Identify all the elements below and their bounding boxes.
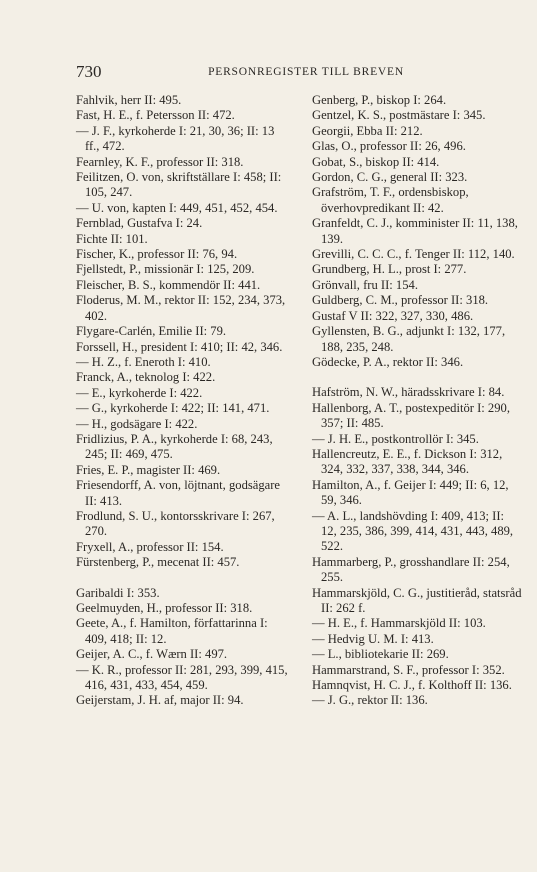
index-entry: Hamilton, A., f. Geijer I: 449; II: 6, 12, 59, 346.: [312, 477, 509, 508]
index-entry: — J. F., kyrkoherde I: 21, 30, 36; II: 13 ff., 472.: [76, 123, 275, 154]
index-entry: Gobat, S., biskop II: 414.: [312, 154, 440, 169]
index-entry: Fast, H. E., f. Petersson II: 472.: [76, 108, 235, 123]
index-entry: Hafström, N. W., häradsskrivare I: 84.: [312, 385, 505, 400]
page-number: 730: [76, 62, 102, 81]
index-entry: Hamnqvist, H. C. J., f. Kolthoff II: 136.: [312, 678, 512, 693]
index-entry: Fernblad, Gustafva I: 24.: [76, 216, 203, 231]
index-entry: Hammarskjöld, C. G., justitieråd, statsråd II: 262 f.: [312, 585, 522, 615]
index-entry: Genberg, P., biskop I: 264.: [312, 93, 447, 107]
index-entry: — J. H. E., postkontrollör I: 345.: [312, 431, 479, 446]
running-title: PERSONREGISTER TILL BREVEN: [208, 66, 404, 78]
index-entry: Gödecke, P. A., rektor II: 346.: [312, 354, 464, 369]
index-entry: Georgii, Ebba II: 212.: [312, 123, 423, 138]
index-entry: Forssell, H., president I: 410; II: 42, 346.: [76, 339, 283, 354]
index-entry: Grafström, T. F., ordensbiskop, överhovpredikant II: 42.: [312, 185, 469, 215]
right-index-column: [312, 93, 522, 709]
index-entry: — A. L., landshövding I: 409, 413; II: 12, 235, 386, 399, 414, 431, 443, 489, 522.: [312, 508, 514, 554]
index-entry: — E., kyrkoherde I: 422.: [76, 385, 203, 400]
index-entry: Frodlund, S. U., kontorsskrivare I: 267, 270.: [76, 508, 275, 539]
index-entry: Fahlvik, herr II: 495.: [76, 93, 182, 107]
index-entry: Fischer, K., professor II: 76, 94.: [76, 247, 238, 262]
index-entry: Garibaldi I: 353.: [76, 585, 160, 600]
index-entry: Franck, A., teknolog I: 422.: [76, 370, 216, 385]
index-entry: Fearnley, K. F., professor II: 318.: [76, 154, 244, 169]
index-entry: Gustaf V II: 322, 327, 330, 486.: [312, 308, 474, 323]
index-entry: Grundberg, H. L., prost I: 277.: [312, 262, 467, 277]
index-entry: Gordon, C. G., general II: 323.: [312, 170, 468, 185]
index-entry: — H. Z., f. Eneroth I: 410.: [76, 354, 211, 369]
index-entry: Gentzel, K. S., postmästare I: 345.: [312, 108, 486, 123]
index-entry: Geelmuyden, H., professor II: 318.: [76, 601, 253, 615]
section-gap: [312, 370, 522, 385]
index-entry: — G., kyrkoherde I: 422; II: 141, 471.: [76, 401, 270, 416]
index-entry: Grevilli, C. C. C., f. Tenger II: 112, 140.: [312, 247, 515, 262]
index-entry: — K. R., professor II: 281, 293, 399, 415, 416, 431, 433, 454, 459.: [76, 662, 288, 693]
index-entry: Hallencreutz, E. E., f. Dickson I: 312, 324, 332, 337, 338, 344, 346.: [312, 446, 503, 477]
page-header: [76, 62, 496, 82]
section-gap: [76, 571, 291, 586]
index-entry: Fryxell, A., professor II: 154.: [76, 539, 224, 554]
index-entry: Fjellstedt, P., missionär I: 125, 209.: [76, 262, 255, 277]
index-entry: Hammarstrand, S. F., professor I: 352.: [312, 662, 505, 677]
index-entry: — U. von, kapten I: 449, 451, 452, 454.: [76, 200, 278, 215]
index-entry: Granfeldt, C. J., komminister II: 11, 138, 139.: [312, 216, 518, 246]
index-entry: Fürstenberg, P., mecenat II: 457.: [76, 555, 240, 570]
index-entry: Friesendorff, A. von, löjtnant, godsägare II: 413.: [76, 478, 281, 508]
index-entry: — L., bibliotekarie II: 269.: [312, 647, 449, 662]
index-entry: — H. E., f. Hammarskjöld II: 103.: [312, 616, 486, 631]
index-entry: Flygare-Carlén, Emilie II: 79.: [76, 324, 227, 339]
index-entry: Hallenborg, A. T., postexpeditör I: 290, 357; II: 485.: [312, 400, 510, 431]
index-entry: — J. G., rektor II: 136.: [312, 693, 428, 708]
index-entry: Feilitzen, O. von, skriftställare I: 458; II: 105, 247.: [76, 170, 282, 200]
left-index-column: [76, 93, 291, 709]
index-entry: — H., godsägare I: 422.: [76, 416, 198, 431]
index-entry: Fleischer, B. S., kommendör II: 441.: [76, 277, 261, 292]
index-entry: Gyllensten, B. G., adjunkt I: 132, 177, 188, 235, 248.: [312, 324, 506, 354]
index-entry: Geete, A., f. Hamilton, författarinna I: 409, 418; II: 12.: [76, 616, 268, 646]
index-entry: Guldberg, C. M., professor II: 318.: [312, 293, 489, 308]
index-entry: Fries, E. P., magister II: 469.: [76, 462, 221, 477]
index-entry: Grönvall, fru II: 154.: [312, 277, 418, 292]
index-entry: Fichte II: 101.: [76, 231, 148, 246]
index-entry: Hammarberg, P., grosshandlare II: 254, 255.: [312, 554, 510, 585]
index-entry: Fridlizius, P. A., kyrkoherde I: 68, 243, 245; II: 469, 475.: [76, 431, 273, 462]
index-entry: Glas, O., professor II: 26, 496.: [312, 139, 466, 154]
index-entry: Geijerstam, J. H. af, major II: 94.: [76, 693, 244, 708]
index-entry: Floderus, M. M., rektor II: 152, 234, 373, 402.: [76, 293, 286, 323]
index-entry: — Hedvig U. M. I: 413.: [312, 631, 434, 646]
index-entry: Geijer, A. C., f. Wærn II: 497.: [76, 647, 228, 662]
